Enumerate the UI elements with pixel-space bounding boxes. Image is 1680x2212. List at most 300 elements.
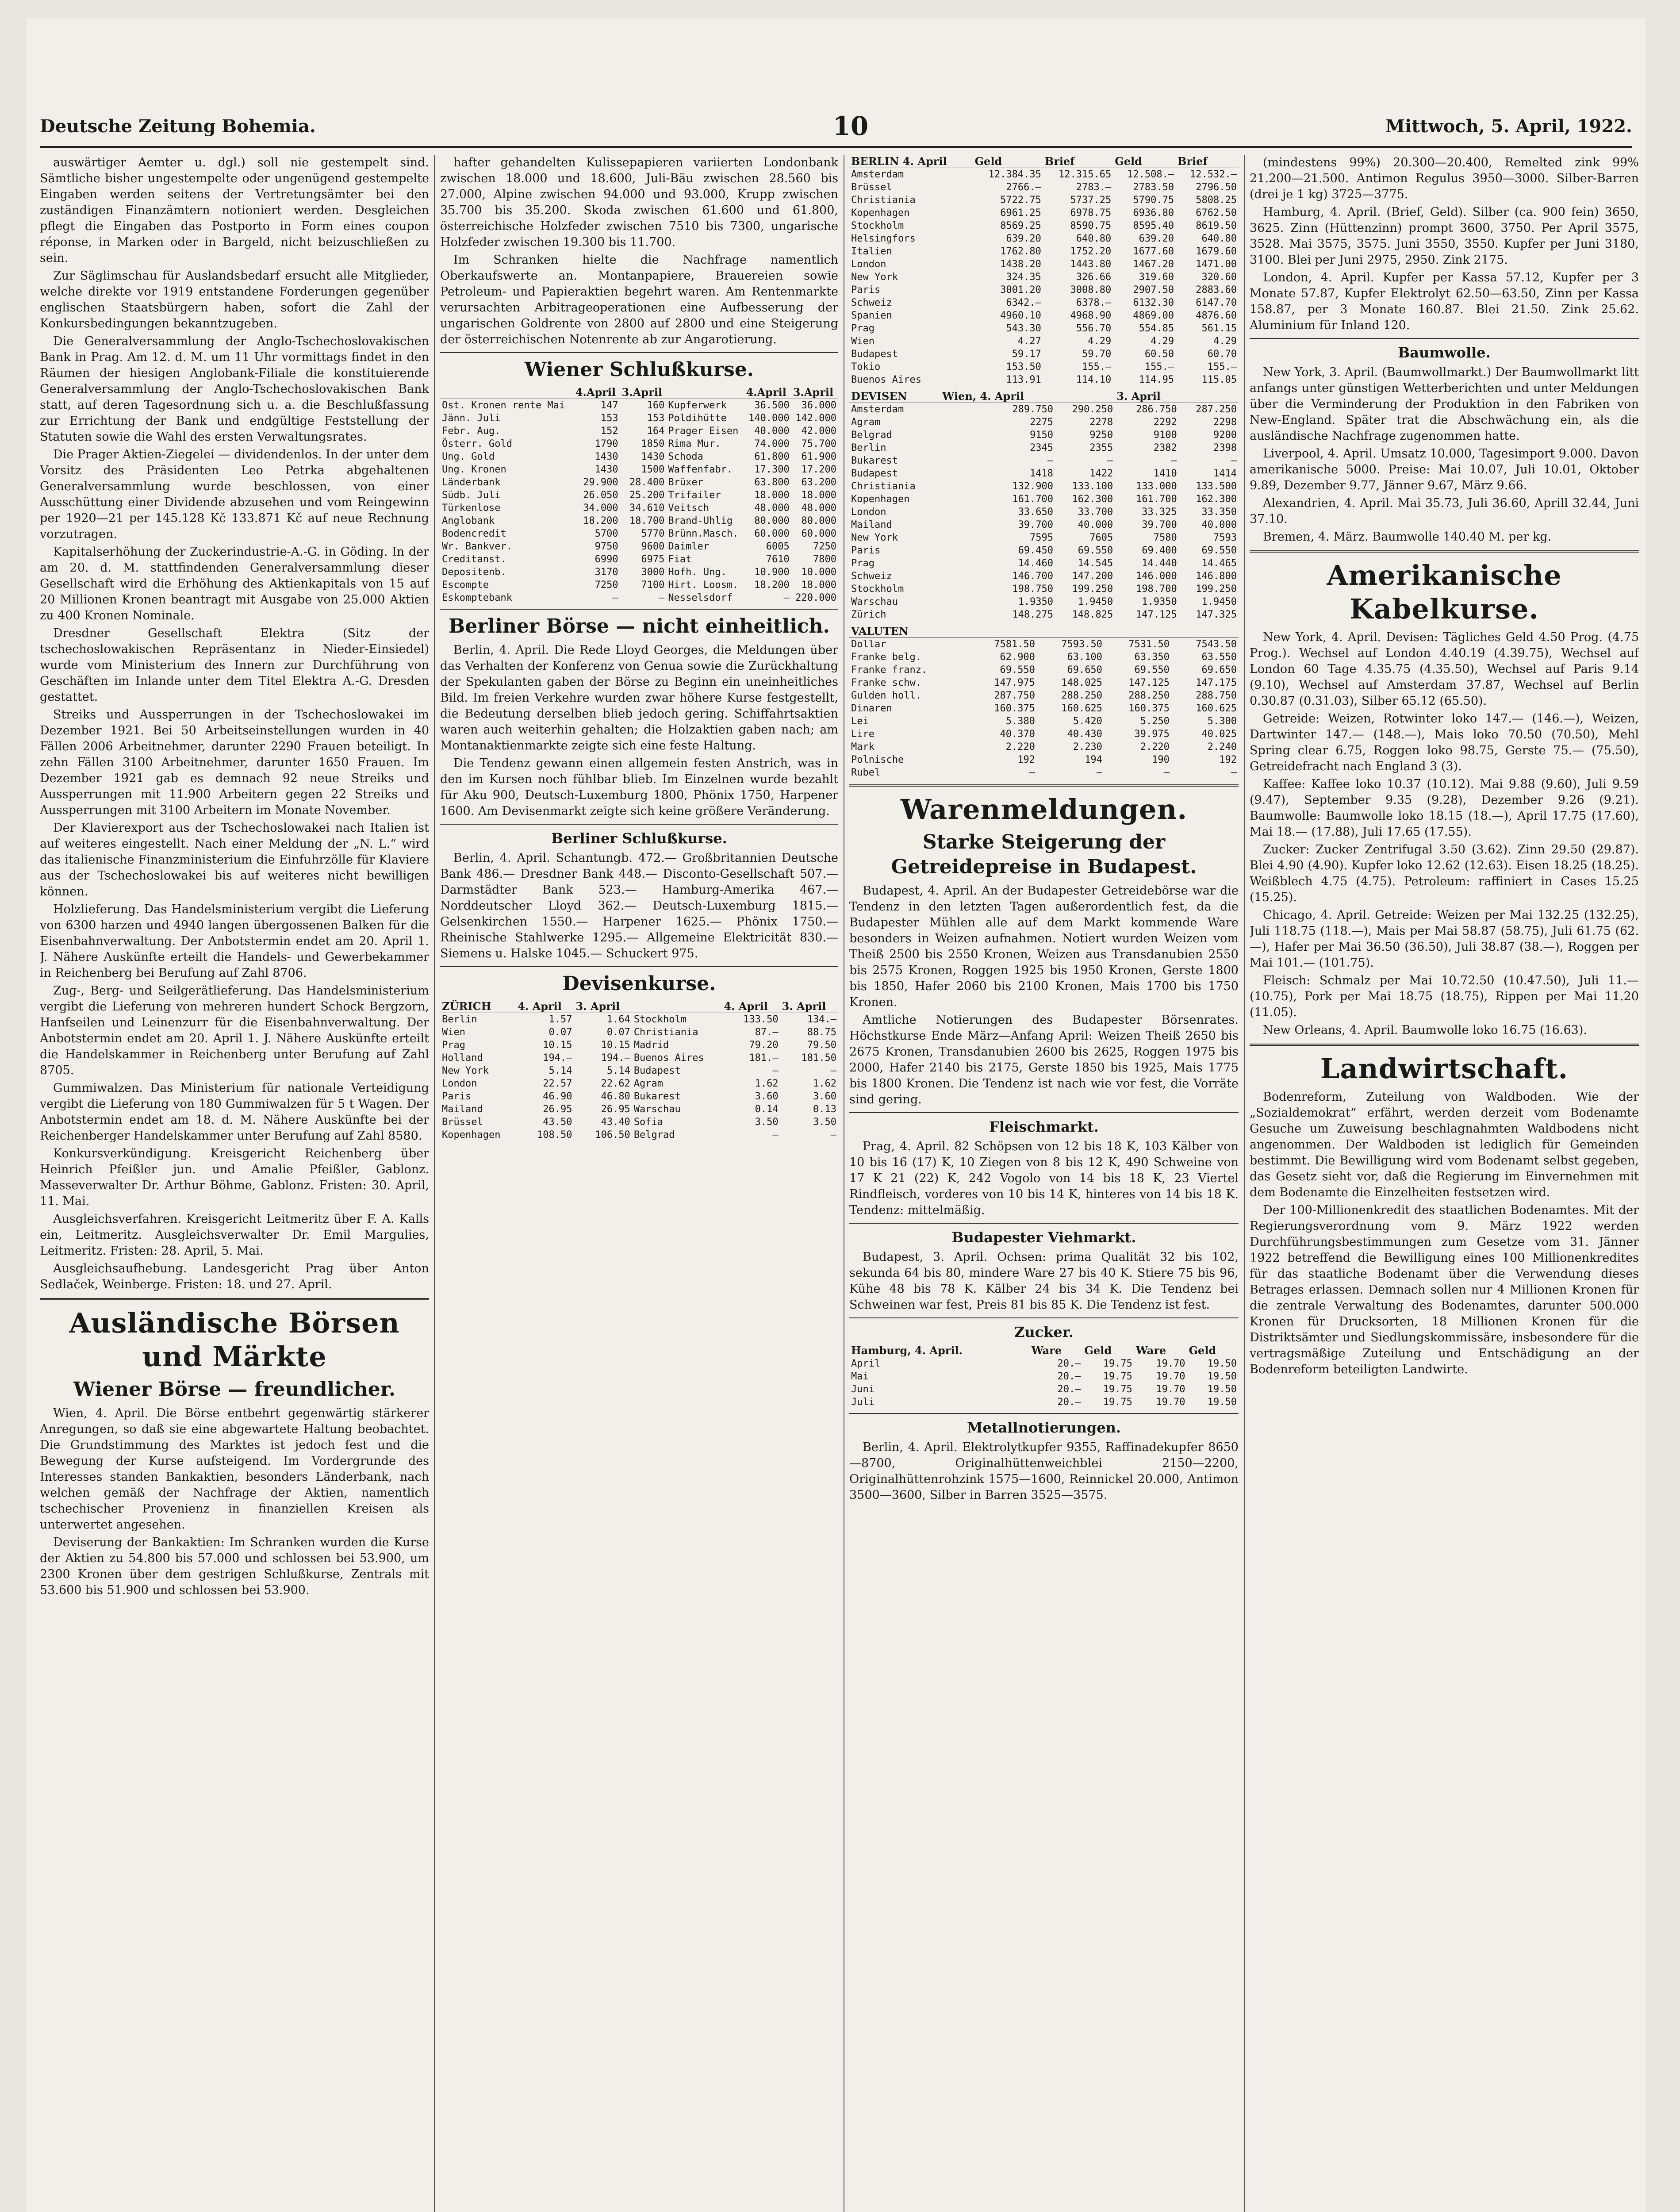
paragraph: Dresdner Gesellschaft Elektra (Sitz der tschechoslowakischen Repräsentanz in Nieder-Einsiedel) wurde vom Ministerium des Innern zur Durchführung von Geschäften im Inlande unter dem Titel Elektra A.-G. Dresden gestattet. (40, 626, 429, 704)
table-cell: 5.250 (1140, 716, 1170, 727)
table-cell: 2783.50 (1133, 182, 1174, 193)
table-cell: 69.450 (1018, 545, 1054, 556)
table-cell: 181.50 (801, 1052, 836, 1064)
paragraph: Chicago, 4. April. Getreide: Weizen per Mai 132.25 (132.25), Juli 118.75 (118.—), Mais per Mai 58.87 (58.75), Juli 61.75 (62.—), Hafer per Mai 36.50 (36.50), Juli 38.87 (38.—), Roggen per Mai 101.— (101.75). (1250, 908, 1639, 970)
table-cell: 5737.25 (1070, 195, 1112, 206)
table-cell: 17.200 (801, 464, 836, 475)
paragraph: Wien, 4. April. Die Börse entbehrt gegenwärtig stärkerer Anregungen, so daß sie eine abgewartete Haltung beobachtet. Die Grundstimmung des Marktes ist jedoch fest und die Bewegung der Kurse aufsteigend. Im Vordergrunde des Interesses standen Bankaktien, besonders Länderbank, nach welchen gemäß der Nachfrage der Aktien, namentlich tschechischer Provenienz in finanziellen Kreisen als unterwertet angesehen. (40, 1406, 429, 1532)
table-cell: 146.800 (1196, 571, 1237, 582)
table-header-cell (666, 386, 744, 399)
table-row (849, 1370, 1239, 1383)
table-cell: 5.14 (606, 1065, 630, 1076)
table-cell: 288.250 (1128, 690, 1170, 701)
table-cell: 14.460 (1018, 558, 1054, 569)
table-cell: 162.300 (1196, 494, 1237, 505)
table-cell: 26.95 (601, 1104, 630, 1115)
table-cell: 33.700 (1078, 507, 1113, 518)
table-cell: Rubel (851, 767, 881, 778)
separator (1250, 550, 1639, 553)
table-cell: 5.300 (1207, 716, 1237, 727)
table-cell: Budapest (851, 349, 898, 360)
table-cell: 7595 (1030, 532, 1054, 543)
table-header-cell: 3. April (1115, 390, 1179, 403)
table-cell: 6132.30 (1133, 297, 1174, 308)
table-cell: 7250 (813, 541, 836, 552)
table-cell: 60.000 (754, 528, 790, 539)
table-row (440, 1064, 838, 1077)
table-cell: 3.60 (755, 1091, 779, 1102)
table-row (440, 502, 838, 515)
table-cell: Bodencredit (442, 528, 506, 539)
separator (849, 1223, 1239, 1224)
table-cell: 290.250 (1072, 404, 1113, 415)
table-cell: 7250 (595, 580, 618, 591)
table-row (849, 1396, 1239, 1409)
table-cell: Spanien (851, 310, 892, 321)
table-cell: Trifailer (668, 490, 721, 501)
table-row (849, 373, 1239, 386)
table-cell: 8590.75 (1070, 220, 1112, 231)
table-row (440, 399, 838, 412)
table-cell: Wr. Bankver. (442, 541, 512, 552)
table-header-cell: Brief (1176, 155, 1239, 168)
table-cell: 1422 (1089, 468, 1113, 479)
table-cell: Budapest (633, 1065, 681, 1076)
table-header-cell: DEVISEN (849, 390, 940, 403)
table-cell: Hofh. Ung. (668, 567, 727, 578)
table-cell: Belgrad (633, 1129, 675, 1141)
table-cell: Paris (442, 1091, 472, 1102)
table-cell: 289.750 (1012, 404, 1054, 415)
table-row (849, 544, 1239, 557)
table-row (849, 702, 1239, 715)
table-cell: 148.275 (1012, 609, 1054, 620)
table-header-cell (1179, 390, 1239, 403)
table-cell: 19.50 (1207, 1384, 1237, 1395)
table-cell: 148.025 (1061, 677, 1102, 688)
table-cell: 4968.90 (1070, 310, 1112, 321)
section-heading: Amerikanische Kabelkurse. (1327, 559, 1562, 625)
table-row (849, 664, 1239, 676)
section-heading: Ausländische Börsen und Märkte (69, 1307, 400, 1373)
table-cell: 146.700 (1012, 571, 1054, 582)
table-cell: 33.650 (1018, 507, 1054, 518)
table-cell: 20.— (1057, 1384, 1081, 1395)
table-cell: 43.40 (601, 1117, 630, 1128)
paragraph: London, 4. April. Kupfer per Kassa 57.12, Kupfer per 3 Monate 57.87, Kupfer Elektrolyt 62.50—63.50, Zinn per Kassa 158.87, per 3 Monate 160.87. Blei 21.50. Zink 25.62. Aluminium für Inland 120. (1250, 271, 1639, 332)
column-3 (849, 155, 1239, 2212)
article-heading: Baumwolle. (1398, 344, 1491, 361)
separator (440, 824, 838, 825)
table-cell: 17.300 (754, 464, 790, 475)
table-cell: 160.375 (1128, 703, 1170, 714)
page-number: 10 (832, 111, 869, 141)
zucker-table (849, 1344, 1239, 1409)
table-cell: 69.650 (1201, 664, 1237, 676)
paragraph: Liverpool, 4. April. Umsatz 10.000, Tagesimport 9.000. Davon amerikanische 5000. Preise: Mai 10.07, Juli 10.01, Oktober 9.89, Dezember 9.77, Jänner 9.67, März 9.66. (1250, 447, 1639, 492)
table-header-cell: Ware (1134, 1344, 1187, 1357)
table-cell: 4.29 (1213, 336, 1237, 347)
table-row (849, 296, 1239, 309)
table-cell: Poldihütte (668, 413, 727, 424)
table-cell: Stockholm (633, 1014, 687, 1025)
paragraph: Kaffee: Kaffee loko 10.37 (10.12). Mai 9.88 (9.60), Juli 9.59 (9.47), September 9.35 (9.28), Dezember 9.26 (9.21). Baumwolle: Baumwolle loko 18.15 (18.—), April 17.75 (17.60), Mai 18.— (17.88), Juli 17.65 (17.55). (1250, 777, 1639, 839)
table-cell: 192 (1219, 754, 1237, 765)
table-cell: 6762.50 (1196, 207, 1237, 219)
column-2 (440, 155, 838, 2212)
table-cell: 6005 (766, 541, 790, 552)
paragraph: Budapest, 3. April. Ochsen: prima Qualität 32 bis 102, sekunda 64 bis 80, mindere Ware 27 bis 40 K. Stiere 75 bis 96, Kühe 48 bis 78 K. Kälber 24 bis 34 K. Die Tendenz bei Schweinen war fest, Preis 81 bis 85 K. Die Tendenz ist fest. (849, 1250, 1239, 1312)
table-cell: 134.— (807, 1014, 836, 1025)
table-cell: 40.000 (1078, 519, 1113, 530)
table-cell: 2.220 (1005, 741, 1035, 753)
table-cell: Zürich (851, 609, 886, 620)
table-cell: 2796.50 (1196, 182, 1237, 193)
table-cell: 0.14 (755, 1104, 779, 1115)
table-cell: Daimler (668, 541, 710, 552)
separator (1250, 338, 1639, 339)
table-row (440, 579, 838, 591)
table-cell: 639.20 (1006, 233, 1041, 244)
wien-devisen-table (849, 390, 1239, 621)
table-cell: Türkenlose (442, 503, 501, 514)
table-cell: 7605 (1089, 532, 1113, 543)
table-cell: 1850 (641, 438, 665, 449)
table-cell: 19.70 (1156, 1358, 1185, 1369)
article-heading: Starke Steigerung der Getreidepreise in Budapest. (891, 831, 1197, 878)
table-cell: Österr. Gold (442, 438, 512, 449)
separator (440, 966, 838, 967)
table-cell: 2.220 (1140, 741, 1170, 753)
table-cell: 132.900 (1012, 481, 1054, 492)
table-cell: 18.000 (754, 490, 790, 501)
table-cell: 74.000 (754, 438, 790, 449)
table-row (440, 1129, 838, 1141)
table-cell: 160 (647, 400, 665, 411)
table-cell: 4869.00 (1133, 310, 1174, 321)
table-cell: — (1047, 455, 1054, 466)
table-cell: 1443.80 (1070, 259, 1112, 270)
table-cell: Kopenhagen (851, 207, 910, 219)
section-heading: Warenmeldungen. (900, 793, 1188, 826)
table-cell: Prag (851, 323, 875, 334)
table-cell: Mai (851, 1371, 869, 1382)
table-cell: 42.000 (801, 426, 836, 437)
table-cell: Berlin (851, 442, 886, 453)
table-header-row (849, 625, 1239, 638)
table-header-cell: Brief (1043, 155, 1113, 168)
table-cell: 19.70 (1156, 1371, 1185, 1382)
table-cell: 79.50 (807, 1040, 836, 1051)
table-row (849, 219, 1239, 232)
table-row (849, 271, 1239, 284)
table-cell: New York (851, 532, 898, 543)
table-cell: 5770 (641, 528, 665, 539)
paragraph: Gummiwalzen. Das Ministerium für nationale Verteidigung vergibt die Lieferung von 180 Gummiwalzen für 5 t Wagen. Der Anbotstermin endet am 18. d. M. Nähere Auskünfte bei der Reichenberger Handelskammer unter Berufung auf Zahl 8580. (40, 1081, 429, 1143)
table-header-row (440, 1000, 838, 1013)
table-cell: Mailand (442, 1104, 483, 1115)
table-cell: Amsterdam (851, 404, 904, 415)
table-cell: 80.000 (754, 515, 790, 526)
table-row (849, 570, 1239, 583)
table-cell: 7610 (766, 554, 790, 565)
table-cell: 1679.60 (1196, 246, 1237, 257)
table-cell: 43.50 (543, 1117, 572, 1128)
table-cell: 7100 (641, 580, 665, 591)
table-cell: 48.000 (754, 503, 790, 514)
table-cell: Juli (851, 1397, 875, 1408)
table-cell: 1762.80 (1000, 246, 1041, 257)
table-cell: Depositenb. (442, 567, 506, 578)
table-cell: Agram (851, 417, 881, 428)
table-cell: 1677.60 (1133, 246, 1174, 257)
table-cell: 9750 (595, 541, 618, 552)
table-cell: 148.825 (1072, 609, 1113, 620)
table-cell: 2275 (1030, 417, 1054, 428)
table-cell: 7531.50 (1128, 639, 1170, 650)
article-heading: Budapester Viehmarkt. (951, 1229, 1136, 1246)
table-cell: — (1096, 767, 1102, 778)
table-cell: 26.050 (583, 490, 618, 501)
table-cell: New York (851, 272, 898, 283)
table-cell: 69.400 (1142, 545, 1177, 556)
paragraph: Amtliche Notierungen des Budapester Börsenrates. Höchstkurse Ende März—Anfang April: Weizen Theiß 2650 bis 2675 Kronen, Transdanubien 2600 bis 2625, Roggen 1975 bis 2000, Hafer 2140 bis 2175, Gerste 1850 bis 1925, Mais 1775 bis 1800 Kronen. Die Tendenz ist nach wie vor fest, die Vorräte sind gering. (849, 1013, 1239, 1106)
table-row (849, 1357, 1239, 1371)
table-cell: — (1029, 767, 1035, 778)
table-cell: 26.95 (543, 1104, 572, 1115)
table-cell: 147.325 (1196, 609, 1237, 620)
table-cell: 1.62 (813, 1078, 836, 1089)
table-cell: Franke belg. (851, 652, 921, 663)
table-cell: 34.000 (583, 503, 618, 514)
table-cell: 2292 (1153, 417, 1177, 428)
table-cell: Hirt. Loosm. (668, 580, 739, 591)
article-heading: Wiener Börse — freundlicher. (73, 1378, 396, 1401)
table-cell: 113.91 (1006, 374, 1041, 385)
table-header-cell: ZÜRICH (440, 1000, 516, 1013)
table-cell: 140.000 (748, 413, 790, 424)
table-row (440, 553, 838, 566)
section-heading: Landwirtschaft. (1320, 1052, 1569, 1085)
separator (849, 1112, 1239, 1113)
table-cell: 69.550 (1078, 545, 1113, 556)
table-cell: 147.200 (1072, 571, 1113, 582)
table-cell: Ung. Gold (442, 451, 495, 462)
table-cell: 8569.25 (1000, 220, 1041, 231)
paragraph: Berlin, 4. April. Schantungb. 472.— Großbritannien Deutsche Bank 486.— Dresdner Bank 448.— Disconto-Gesellschaft 507.— Darmstädter Bank 523.— Hamburg-Amerika 467.— Norddeutscher Lloyd 362.— Deutsch-Luxemburg 1815.— Gelsenkirchen 1550.— Harpener 1625.— Phönix 1750.— Rheinische Stahlwerke 1295.— Allgemeine Elektricität 830.— Siemens u. Halske 1045.— Schuckert 975. (440, 851, 838, 960)
table-cell: 19.75 (1103, 1358, 1132, 1369)
paragraph: Ausgleichsverfahren. Kreisgericht Leitmeritz über F. A. Kalls ein, Leitmeritz. Ausgleichsverwalter Dr. Emil Margulies, Leitmeritz. Fristen: 28. April, 5. Mai. (40, 1212, 429, 1258)
table-cell: Kopenhagen (851, 494, 910, 505)
table-cell: 2766.— (1006, 182, 1041, 193)
table-row (849, 689, 1239, 702)
article-heading: Berliner Börse — nicht einheitlich. (449, 615, 830, 637)
table-cell: 80.000 (801, 515, 836, 526)
table-row (440, 1090, 838, 1103)
table-cell: Warschau (633, 1104, 681, 1115)
table-cell: 6378.— (1076, 297, 1112, 308)
table-cell: Dinaren (851, 703, 892, 714)
table-cell: 1.9450 (1201, 596, 1237, 607)
table-row (849, 608, 1239, 621)
table-cell: 190 (1152, 754, 1170, 765)
berlin-devisen-table (849, 155, 1239, 386)
table-cell: 1471.00 (1196, 259, 1237, 270)
paragraph: New Orleans, 4. April. Baumwolle loko 16.75 (16.63). (1263, 1023, 1587, 1037)
issue-date: Mittwoch, 5. April, 1922. (1385, 115, 1632, 137)
table-row (849, 403, 1239, 416)
table-cell: 19.50 (1207, 1397, 1237, 1408)
table-cell: Bukarest (851, 455, 898, 466)
table-cell: 28.400 (629, 477, 665, 488)
table-row (440, 425, 838, 438)
separator (440, 352, 838, 353)
table-cell: 147.175 (1196, 677, 1237, 688)
table-cell: 39.975 (1134, 729, 1170, 740)
table-cell: 5722.75 (1000, 195, 1041, 206)
table-cell: 194.— (601, 1052, 630, 1064)
table-header-cell: Geld (1082, 1344, 1134, 1357)
table-cell: 20.— (1057, 1371, 1081, 1382)
table-cell: 1752.20 (1070, 246, 1112, 257)
table-header-row (849, 155, 1239, 168)
table-header-cell: Geld (1113, 155, 1176, 168)
table-row (849, 309, 1239, 322)
table-cell: 14.545 (1078, 558, 1113, 569)
table-cell: Prager Eisen (668, 426, 739, 437)
table-cell: 19.75 (1103, 1371, 1132, 1382)
table-cell: 7800 (813, 554, 836, 565)
table-cell: 60.000 (801, 528, 836, 539)
table-row (849, 531, 1239, 544)
table-cell: 543.30 (1006, 323, 1041, 334)
table-cell: 2398 (1213, 442, 1237, 453)
table-cell: 142.000 (795, 413, 836, 424)
table-cell: Franke franz. (851, 664, 928, 676)
table-cell: London (851, 507, 886, 518)
table-cell: 0.07 (606, 1027, 630, 1038)
table-cell: Ung. Kronen (442, 464, 506, 475)
table-row (849, 322, 1239, 335)
table-header-cell: Geld (973, 155, 1043, 168)
table-cell: Paris (851, 284, 881, 296)
table-cell: 146.000 (1136, 571, 1177, 582)
table-cell: 3008.80 (1070, 284, 1112, 296)
paragraph: Hamburg, 4. April. (Brief, Geld). Silber (ca. 900 fein) 3650, 3625. Zinn (Hüttenzinn) prompt 3600, 3750. Per April 3575, 3528. Mai 3575, 3575. Juni 3550, 3550. Kupfer per Juni 3180, 3100. Blei per Juni 2975, 2950. Zink 2175. (1250, 205, 1639, 267)
table-cell: 12.508.— (1127, 169, 1174, 180)
table-cell: 2345 (1030, 442, 1054, 453)
table-cell: 106.50 (595, 1129, 630, 1141)
table-cell: 639.20 (1139, 233, 1174, 244)
table-cell: London (442, 1078, 477, 1089)
table-cell: 25.200 (629, 490, 665, 501)
paragraph: Streiks und Aussperrungen in der Tschechoslowakei im Dezember 1921. Bei 50 Arbeitseinstellungen wurden in 40 Fällen 2006 Arbeitnehmer, darunter 2290 Frauen beteiligt. In zehn Fällen 3100 Arbeitnehmer, darunter 1650 Frauen. Im Dezember 1921 gab es demnach 92 neue Streiks und Aussperrungen mit 11.900 Arbeitern gegen 22 Streiks und Aussperrungen mit 3100 Arbeitern im Monate November. (40, 708, 429, 817)
table-row (849, 766, 1239, 779)
table-header-cell: 3. April (780, 1000, 838, 1013)
table-cell: Holland (442, 1052, 483, 1064)
table-cell: 1430 (595, 451, 618, 462)
table-cell: 9600 (641, 541, 665, 552)
table-cell: 10.15 (601, 1040, 630, 1051)
table-cell: — (1163, 767, 1170, 778)
column-rule (434, 155, 435, 2212)
table-cell: 10.15 (543, 1040, 572, 1051)
table-cell: — (783, 592, 790, 603)
table-cell: 5808.25 (1196, 195, 1237, 206)
table-cell: 133.500 (1196, 481, 1237, 492)
column-1 (40, 155, 429, 2212)
table-cell: 60.70 (1207, 349, 1237, 360)
table-cell: 192 (1017, 754, 1035, 765)
paragraph: Zug-, Berg- und Seilgerätlieferung. Das Handelsministerium vergibt die Lieferung von mehreren hundert Schock Bergzorn, Hanfseilen und Leinenzurr für die Eisenbahnverwaltung. Der Anbotstermin endet am 20. April 1. J. Nähere Auskünfte erteilt die Handelskammer in Reichenberg unter Berufung auf Zahl 8705. (40, 984, 429, 1077)
table-cell: Brüxer (668, 477, 703, 488)
table-cell: 1467.20 (1133, 259, 1174, 270)
table-cell: 147.975 (994, 677, 1035, 688)
table-cell: 115.05 (1201, 374, 1237, 385)
table-header-cell (970, 625, 1037, 638)
table-cell: 162.300 (1072, 494, 1113, 505)
paper-title: Deutsche Zeitung Bohemia. (40, 115, 316, 137)
table-row (849, 518, 1239, 531)
table-cell: — (830, 1129, 836, 1141)
table-cell: 10.900 (754, 567, 790, 578)
table-cell: 3.50 (755, 1117, 779, 1128)
table-cell: 40.000 (1201, 519, 1237, 530)
table-cell: 4876.60 (1196, 310, 1237, 321)
paragraph: Prag, 4. April. 82 Schöpsen von 12 bis 18 K, 103 Kälber von 10 bis 16 (17) K, 10 Ziegen von 8 bis 12 K, 490 Schweine von 17 K 21 (22) K, 242 Vogolo von 14 bis 18 K, 23 Viertel Rindfleisch, vorderes von 10 bis 14 K, hinteres von 14 bis 18 K. Tendenz: mittelmäßig. (849, 1140, 1239, 1217)
table-cell: 7543.50 (1196, 639, 1237, 650)
paragraph: hafter gehandelten Kulissepapieren variierten Londonbank zwischen 18.000 und 18.600, Juli-Bäu zwischen 28.560 bis 27.000, Alpine zwischen 94.000 und 93.000, Krupp zwischen 35.700 bis 35.200. Skoda zwischen 61.600 und 61.800, österreichische Holzfeder zwischen 7510 bis 7300, ungarische Holzfeder zwischen 19.300 bis 11.700. (440, 156, 838, 249)
table-cell: 9200 (1213, 430, 1237, 441)
table-row (849, 506, 1239, 518)
table-cell: 18.000 (801, 580, 836, 591)
separator (40, 1298, 429, 1300)
table-cell: 6975 (641, 554, 665, 565)
table-cell: 133.000 (1136, 481, 1177, 492)
table-cell: 33.325 (1142, 507, 1177, 518)
table-cell: Berlin (442, 1014, 477, 1025)
table-row (440, 1026, 838, 1039)
table-cell: Kopenhagen (442, 1129, 501, 1141)
table-cell: Buenos Aires (851, 374, 921, 385)
paragraph: Berlin, 4. April. Elektrolytkupfer 9355, Raffinadekupfer 8650—8700, Originalhüttenweichblei 2150—2200, Originalhüttenrohzink 1575—1600, Reinnickel 20.000, Antimon 3500—3600, Silber in Barren 3525—3575. (849, 1440, 1239, 1502)
table-cell: 152 (600, 426, 618, 437)
table-header-cell: 3.April (791, 386, 838, 399)
table-header-cell: BERLIN 4. April (849, 155, 973, 168)
table-cell: 640.80 (1076, 233, 1112, 244)
paragraph: Die Prager Aktien-Ziegelei — dividendenlos. In der unter dem Vorsitz des Präsidenten Leo Petrka abgehaltenen Generalversammlung wurde beschlossen, von einer Ausschüttung einer Dividende abzusehen und vom Reingewinn per 1920—21 per 145.128 Kč 133.871 Kč auf neue Rechnung vorzutragen. (40, 448, 429, 541)
table-cell: Agram (633, 1078, 664, 1089)
separator (440, 609, 838, 610)
table-row (849, 595, 1239, 608)
table-cell: 133.100 (1072, 481, 1113, 492)
table-row (849, 168, 1239, 181)
table-row (849, 207, 1239, 219)
table-header-cell (632, 1000, 722, 1013)
table-cell: Ost. Kronen rente Mai (442, 400, 565, 411)
table-header-cell: Hamburg, 4. April. (849, 1344, 1030, 1357)
table-cell: Tokio (851, 361, 881, 373)
table-cell: 5.380 (1005, 716, 1035, 727)
table-cell: Länderbank (442, 477, 501, 488)
table-cell: 19.70 (1156, 1397, 1185, 1408)
table-cell: Sofia (633, 1117, 664, 1128)
table-cell: 2.230 (1073, 741, 1102, 753)
table-cell: 19.50 (1207, 1358, 1237, 1369)
table-row (849, 557, 1239, 570)
article-heading: Zucker. (1014, 1324, 1074, 1340)
table-cell: 19.75 (1103, 1397, 1132, 1408)
